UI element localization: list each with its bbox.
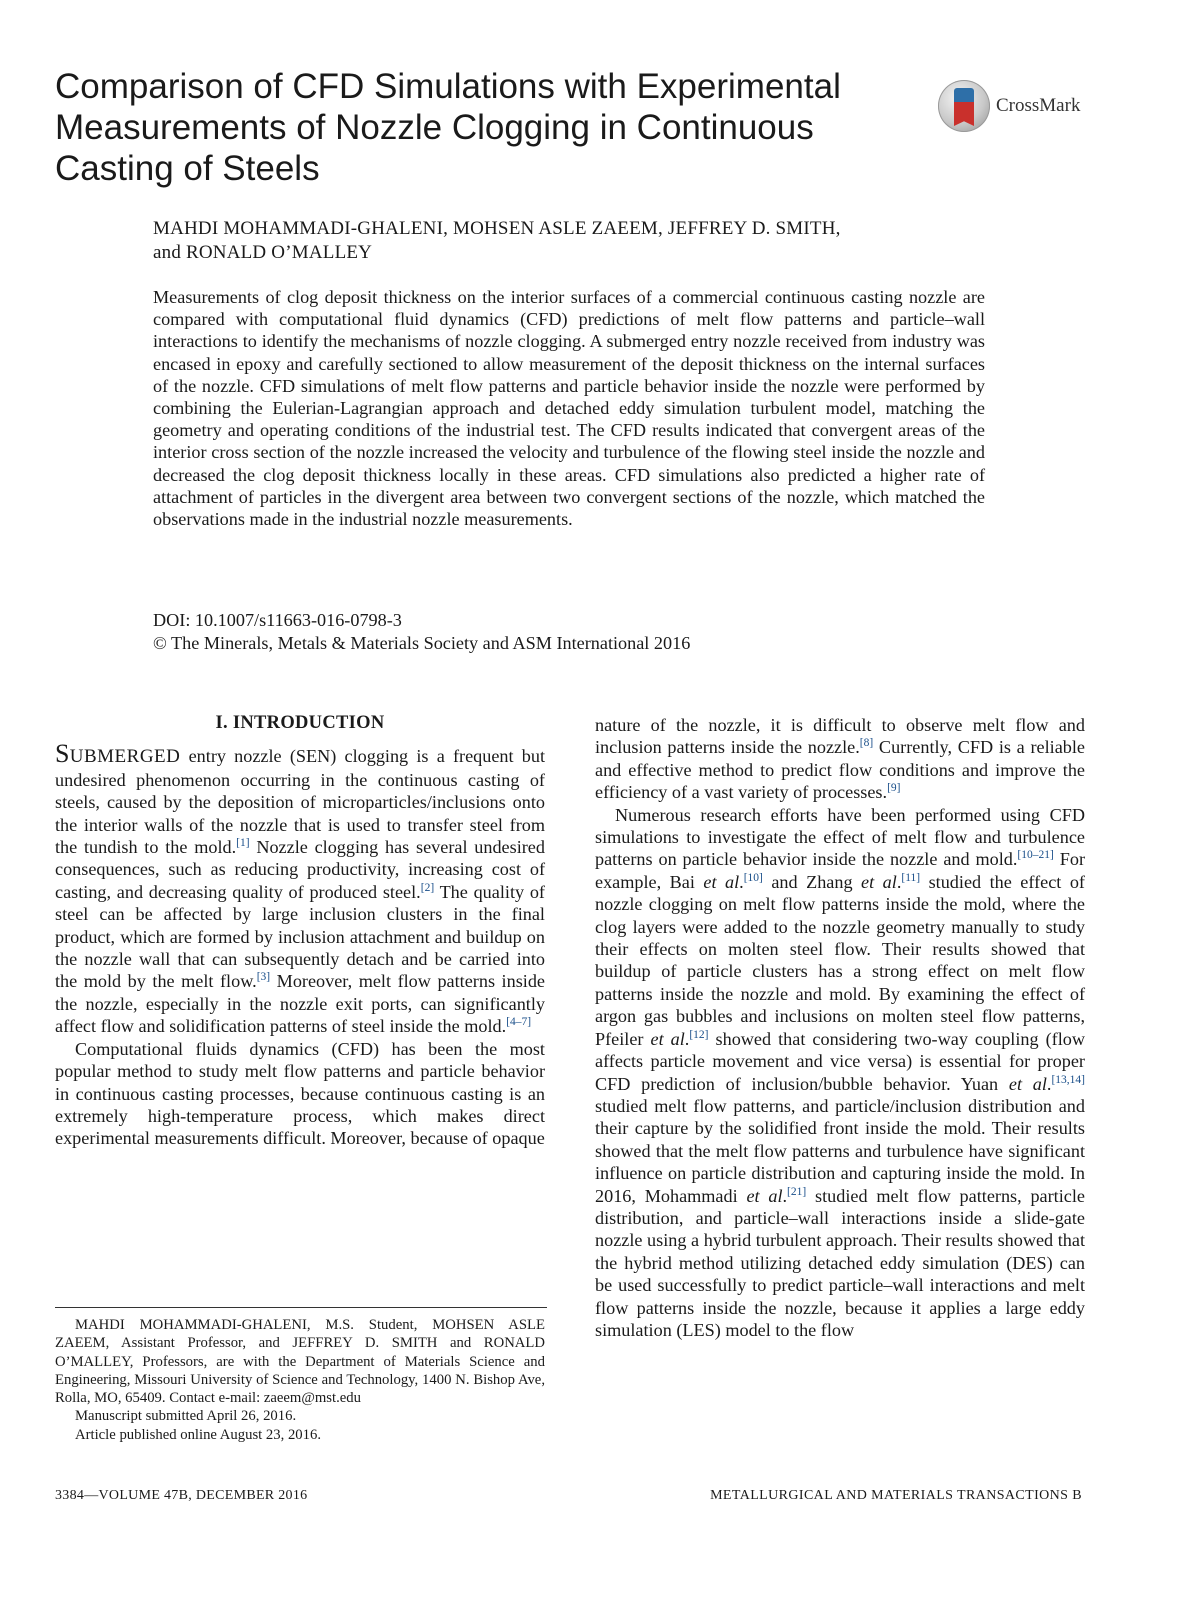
citation-link[interactable]: [21] [787, 1185, 807, 1198]
dropcap-letter: S [55, 739, 70, 769]
citation-link[interactable]: [8] [859, 737, 874, 750]
footnote-divider [55, 1307, 547, 1308]
citation-link[interactable]: [4–7] [506, 1016, 532, 1029]
doi: DOI: 10.1007/s11663-016-0798-3 [153, 610, 402, 630]
citation-link[interactable]: [3] [256, 971, 271, 984]
submission-date: Manuscript submitted April 26, 2016. [75, 1408, 297, 1425]
citation-link[interactable]: [2] [420, 881, 435, 894]
citation-link[interactable]: [13,14] [1051, 1073, 1085, 1086]
citation-link[interactable]: [1] [236, 837, 250, 850]
publication-date: Article published online August 23, 2016. [75, 1426, 321, 1443]
left-column [55, 712, 545, 1150]
citation-link[interactable]: [10–21] [1017, 849, 1054, 862]
intro-paragraph-3: nature of the nozzle, it is difficult to observe melt flow and inclusion patterns inside the nozzle.[8] Currently, CFD is a reliable and effective method to predict flow conditions and improve the efficiency of a vast variety of processes.[9] [595, 715, 1085, 803]
citation-link[interactable]: [10] [743, 871, 763, 884]
paper-title: Comparison of CFD Simulations with Experimental Measurements of Nozzle Clogging in Continuous Casting of Steels [55, 67, 841, 188]
author-line-2: and RONALD O’MALLEY [153, 242, 373, 263]
intro-paragraph-1: SUBMERGED entry nozzle (SEN) clogging is a frequent but undesired phenomenon occurring in the continuous casting of steels, caused by the deposition of microparticles/inclusions onto the interior walls of the nozzle that is used to transfer steel from the tundish to the mold.[1] Nozzle clogging has several undesired consequences, such as reducing productivity, increasing cost of casting, and decreasing quality of produced steel.[2] The quality of steel can be affected by large inclusion clusters in the final product, which are formed by inclusion attachment and buildup on the nozzle wall that can subsequently detach and be carried into the mold by the melt flow.[3] Moreover, melt flow patterns inside the nozzle, especially in the nozzle exit ports, can significantly affect flow and solidification patterns of steel inside the mold.[4–7] [55, 739, 545, 1037]
abstract: Measurements of clog deposit thickness on the interior surfaces of a commercial continuous casting nozzle are compared with computational fluid dynamics (CFD) predictions of melt flow patterns and particle–wall interactions to identify the mechanisms of nozzle clogging. A submerged entry nozzle received from industry was encased in epoxy and carefully sectioned to allow measurement of the deposit thickness on the internal surfaces of the nozzle. CFD simulations of melt flow patterns and particle behavior inside the nozzle were performed by combining the Eulerian-Lagrangian approach and detached eddy simulation turbulent model, matching the geometry and operating conditions of the industrial test. The CFD results indicated that convergent areas of the interior cross section of the nozzle increased the velocity and turbulence of the flowing steel inside the nozzle and decreased the clog deposit thickness locally in these areas. CFD simulations also predicted a higher rate of attachment of particles in the divergent area between two convergent sections of the nozzle, which matched the observations made in the industrial nozzle measurements. [153, 287, 985, 530]
page-footer-journal: METALLURGICAL AND MATERIALS TRANSACTIONS B [710, 1488, 1082, 1503]
crossmark-badge[interactable] [938, 78, 1088, 134]
citation-link[interactable]: [9] [887, 782, 901, 795]
footnote [55, 1316, 545, 1444]
citation-link[interactable]: [12] [689, 1028, 709, 1041]
doi-block [153, 609, 985, 655]
author-list [153, 217, 1003, 265]
section-heading: I. INTRODUCTION [215, 713, 385, 733]
right-column [595, 714, 1085, 1341]
citation-link[interactable]: [11] [901, 871, 921, 884]
page-footer-volume: 3384—VOLUME 47B, DECEMBER 2016 [55, 1488, 308, 1503]
intro-paragraph-4: Numerous research efforts have been performed using CFD simulations to investigate the effect of melt flow and turbulence patterns on particle behavior inside the nozzle and mold.[10–21] For example, Bai et al.[10] and Zhang et al.[11] studied the effect of nozzle clogging on melt flow patterns inside the mold, where the clog layers were added to the nozzle geometry manually to study their effects on molten steel flow. Their results showed that buildup of particle clusters has a strong effect on melt flow patterns inside the nozzle and mold. By examining the effect of argon gas bubbles and inclusions on molten steel flow patterns, Pfeiler et al.[12] showed that considering two-way coupling (flow affects particle movement and vice versa) is essential for proper CFD prediction of inclusion/bubble behavior. Yuan et al.[13,14] studied melt flow patterns, and particle/inclusion distribution and their capture by the solidified front inside the mold. Their results showed that the melt flow patterns and turbulence have significant influence on particle distribution and capturing inside the mold. In 2016, Mohammadi et al.[21] studied melt flow patterns, particle distribution, and particle–wall interactions inside a slide-gate nozzle using a hybrid turbulent approach. Their results showed that the hybrid method utilizing detached eddy simulation (DES) can be used successfully to predict particle–wall interactions and melt flow patterns inside the nozzle, because it applies a large eddy simulation (LES) model to the flow [595, 804, 1086, 1340]
crossmark-label: CrossMark [996, 95, 1081, 116]
intro-paragraph-2: Computational fluids dynamics (CFD) has been the most popular method to study melt flow patterns and particle behavior in continuous casting processes, because continuous casting is an extremely high-temperature process, which makes direct experimental measurements difficult. Moreover, because of opaque [55, 1038, 545, 1149]
author-line-1: MAHDI MOHAMMADI-GHALENI, MOHSEN ASLE ZAEEM, JEFFREY D. SMITH, [153, 218, 841, 239]
dropcap-rest: UBMERGED [69, 746, 181, 768]
copyright: © The Minerals, Metals & Materials Society and ASM International 2016 [153, 633, 691, 653]
author-affiliation: MAHDI MOHAMMADI-GHALENI, M.S. Student, MOHSEN ASLE ZAEEM, Assistant Professor, and JEFFREY D. SMITH and RONALD O’MALLEY, Professors, are with the Department of Materials Science and Engineering, Missouri University of Science and Technology, 1400 N. Bishop Ave, Rolla, MO, 65409. Contact e-mail: zaeem@mst.edu [55, 1317, 545, 1407]
crossmark-icon [938, 80, 990, 132]
